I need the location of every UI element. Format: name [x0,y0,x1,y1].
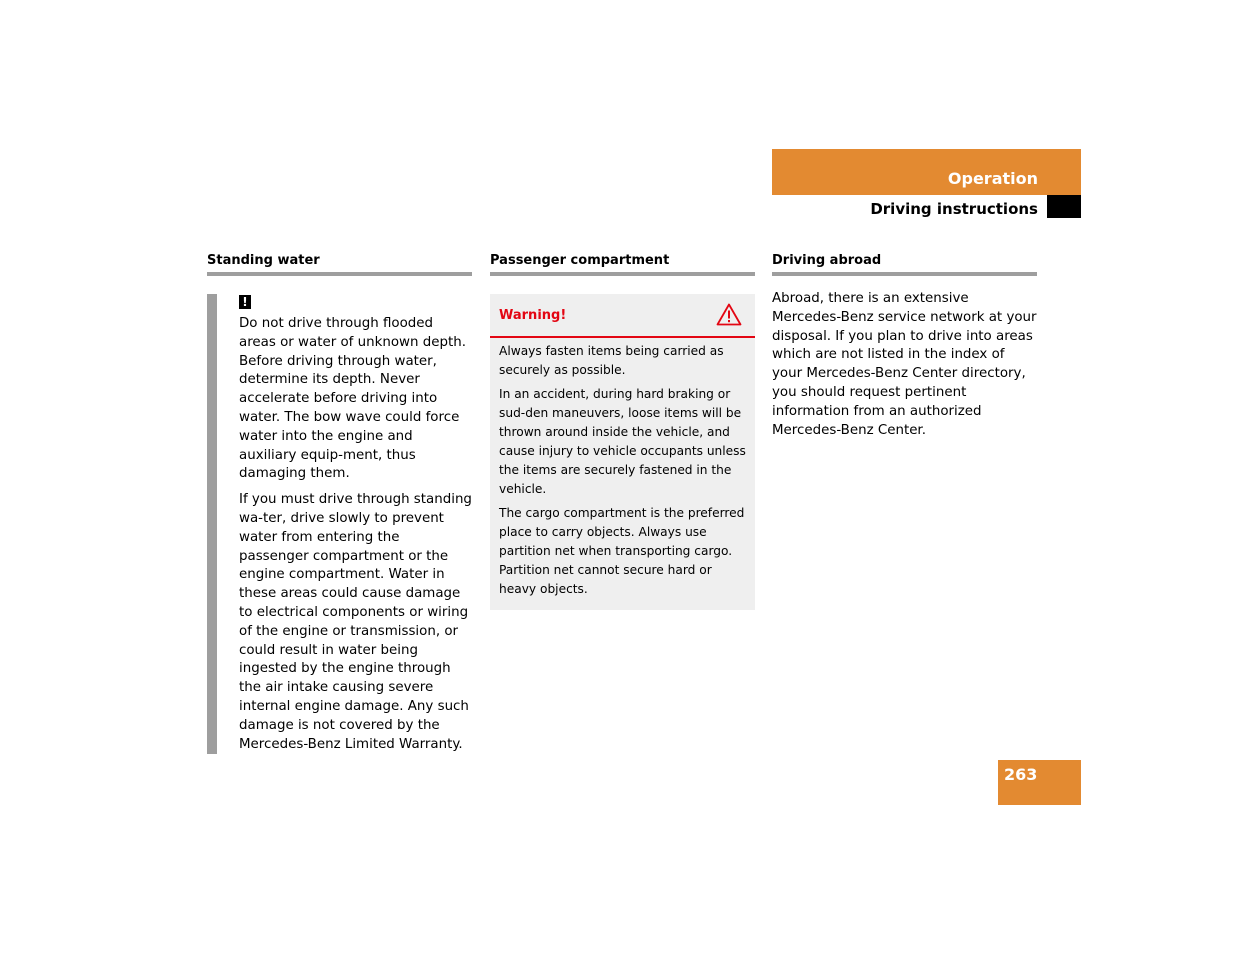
subsection-title: Driving instructions [870,200,1038,218]
section-header-bar [772,149,1081,195]
warning-body [490,338,755,599]
warning-title: Warning! [499,308,567,323]
notice-paragraph: Do not drive through flooded areas or water of unknown depth. Before driving through water, determine its depth. Never accelerate before driving into water. The bow wave could force water into the engine and auxiliary equip-ment, thus damaging them. [239,316,466,482]
section-tab-marker [1047,195,1081,218]
exclamation-icon: ! [239,295,251,309]
warning-paragraph: Always fasten items being carried as securely as possible. [499,344,724,377]
warning-box [490,294,755,610]
notice-block [207,294,472,754]
heading-driving-abroad: Driving abroad [772,253,1037,276]
column-driving-abroad [772,253,1037,440]
driving-abroad-text: Abroad, there is an extensive Mercedes-Benz service network at your disposal. If you plan to drive into areas which are not listed in the index of your Mercedes-Benz Center directory, you should request pertinent information from an authorized Mercedes-Benz Center. [772,291,1037,438]
warning-header [490,294,755,338]
warning-paragraph: In an accident, during hard braking or sud-den maneuvers, loose items will be thrown around inside the vehicle, and cause injury to vehicle occupants unless the items are securely fastened in the vehicle. [499,387,746,496]
warning-paragraph: The cargo compartment is the preferred place to carry objects. Always use partition net when transporting cargo. Partition net cannot secure hard or heavy objects. [499,506,745,596]
column-passenger-compartment [490,253,755,610]
warning-triangle-icon [716,303,742,326]
page-number-box [998,760,1081,805]
page-number: 263 [1004,765,1038,784]
section-title: Operation [947,169,1038,188]
heading-passenger-compartment: Passenger compartment [490,253,755,276]
column-standing-water [207,253,472,761]
heading-standing-water: Standing water [207,253,472,276]
notice-paragraph: If you must drive through standing wa-ter, drive slowly to prevent water from entering the passenger compartment or the engine compartment. Water in these areas could cause damage to electrical components or wiring of the engine or transmission, or could result in water being ingested by the engine through the air intake causing severe internal engine damage. Any such damage is not covered by the Mercedes-Benz Limited Warranty. [239,492,472,752]
